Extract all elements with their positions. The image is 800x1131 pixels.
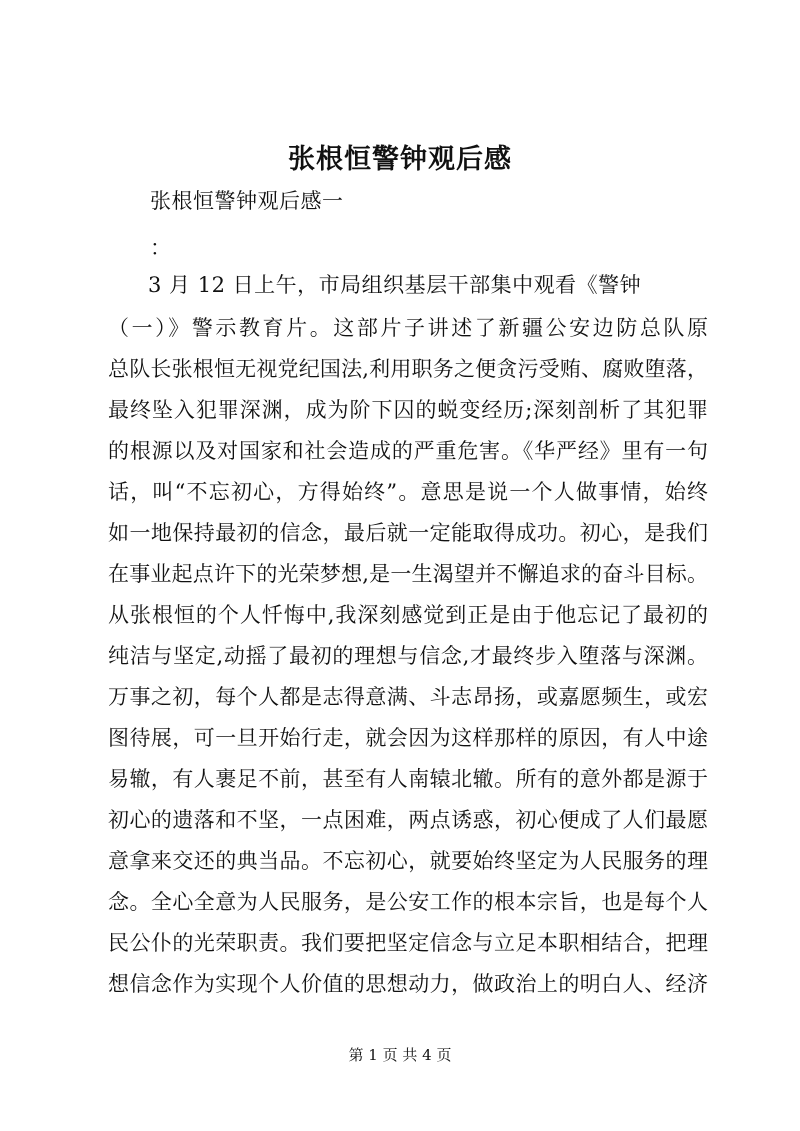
- body-line: 的根源以及对国家和社会造成的严重危害。《华严经》里有一句: [108, 439, 708, 463]
- body-line: 念。全心全意为人民服务，是公安工作的根本宗旨，也是每个人: [108, 890, 708, 914]
- body-line: 最终坠入犯罪深渊，成为阶下囚的蜕变经历;深刻剖析了其犯罪: [108, 398, 708, 422]
- body-line: 易辙，有人裹足不前，甚至有人南辕北辙。所有的意外都是源于: [108, 767, 708, 791]
- page-footer: 第 1 页 共 4 页: [348, 1046, 452, 1064]
- body-line: 在事业起点许下的光荣梦想,是一生渴望并不懈追求的奋斗目标。: [108, 562, 708, 586]
- body-line: 总队长张根恒无视党纪国法,利用职务之便贪污受贿、腐败堕落，: [108, 357, 708, 381]
- subtitle: 张根恒警钟观后感一: [150, 189, 344, 213]
- first-paragraph-line: 3 月 12 日上午，市局组织基层干部集中观看《警钟: [148, 273, 642, 297]
- body-line: （一）》警示教育片。这部片子讲述了新疆公安边防总队原: [108, 316, 708, 340]
- body-line: 万事之初，每个人都是志得意满、斗志昂扬，或嘉愿频生，或宏: [108, 685, 708, 709]
- body-line: 从张根恒的个人忏悔中,我深刻感觉到正是由于他忘记了最初的: [108, 603, 708, 627]
- body-line: 图待展，可一旦开始行走，就会因为这样那样的原因，有人中途: [108, 726, 708, 750]
- body-line: 话，叫“不忘初心，方得始终”。意思是说一个人做事情，始终: [108, 480, 708, 504]
- body-line: 纯洁与坚定,动摇了最初的理想与信念,才最终步入堕落与深渊。: [108, 644, 708, 668]
- body-line: 意拿来交还的典当品。不忘初心，就要始终坚定为人民服务的理: [108, 849, 708, 873]
- body-line: 民公仆的光荣职责。我们要把坚定信念与立足本职相结合，把理: [108, 931, 708, 955]
- page-title: 张根恒警钟观后感: [288, 144, 512, 175]
- colon-line: ：: [150, 236, 172, 260]
- body-line: 想信念作为实现个人价值的思想动力，做政治上的明白人、经济: [108, 972, 708, 996]
- body-line: 初心的遗落和不坚，一点困难，两点诱惑，初心便成了人们最愿: [108, 808, 708, 832]
- body-line: 如一地保持最初的信念，最后就一定能取得成功。初心，是我们: [108, 521, 708, 545]
